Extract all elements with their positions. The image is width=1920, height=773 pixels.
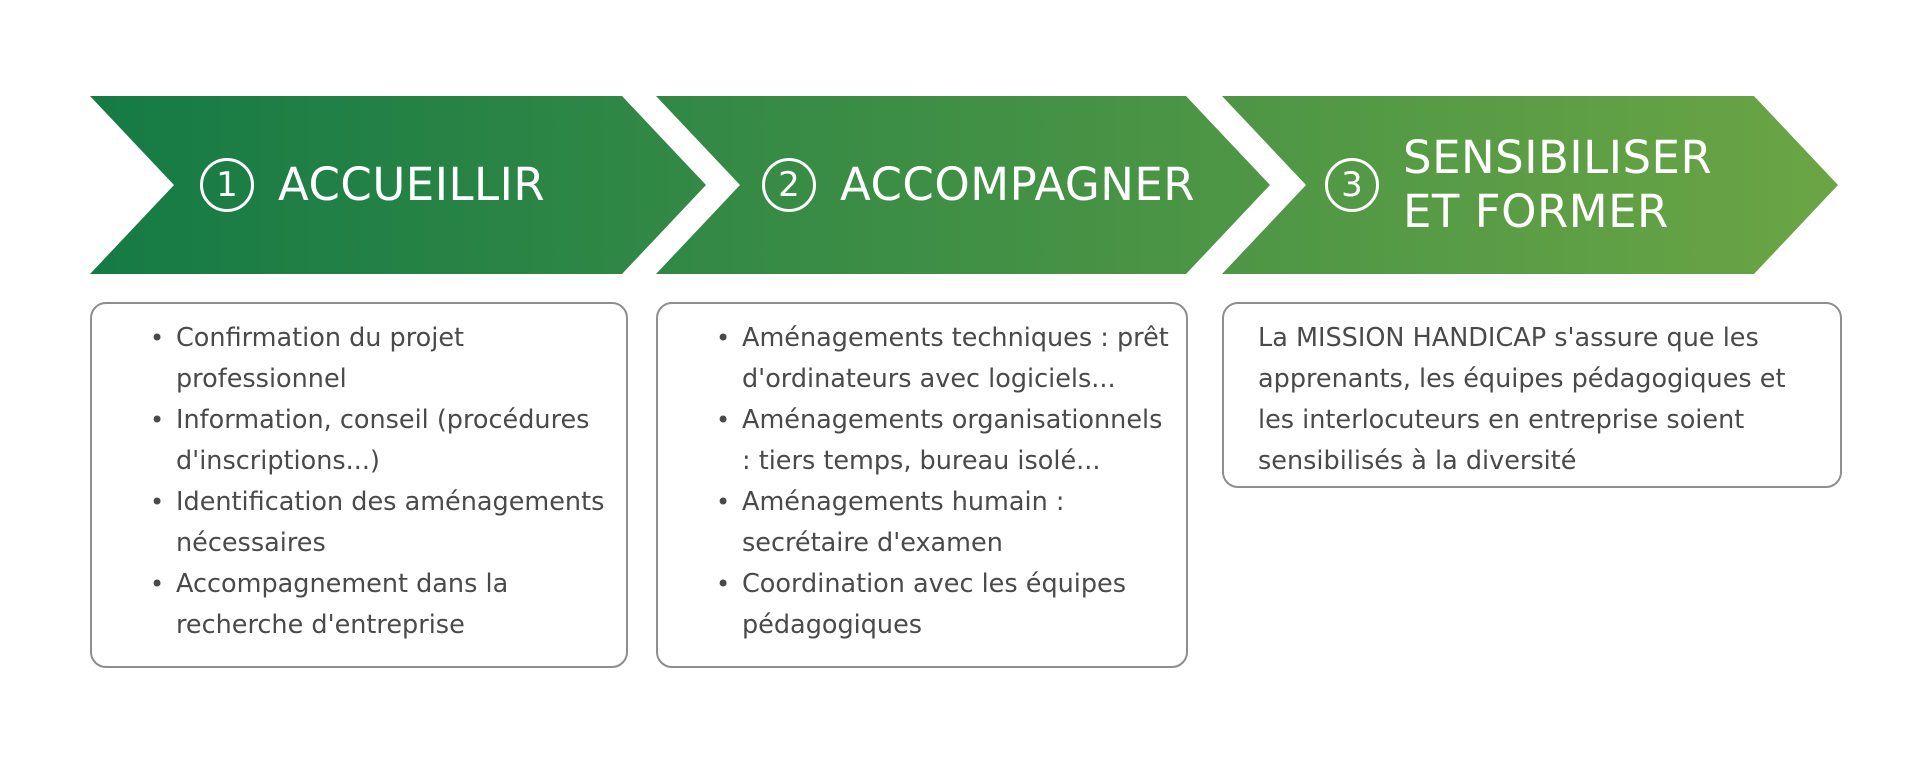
list-item: • Information, conseil (procédures d'inscriptions...) — [150, 400, 606, 482]
list-item: • Aménagements organisationnels : tiers temps, bureau isolé... — [716, 400, 1176, 482]
step-1-title: ACCUEILLIR — [278, 158, 546, 211]
step-1-number: 1 — [200, 158, 254, 212]
step-1-box — [90, 302, 628, 668]
step-3-number: 3 — [1325, 158, 1379, 212]
step-2-header — [762, 96, 1195, 274]
step-2-title: ACCOMPAGNER — [840, 158, 1196, 211]
step-3-title: SENSIBILISER ET FORMER — [1403, 131, 1713, 238]
step-2-box — [656, 302, 1188, 668]
step-1-header — [200, 96, 545, 274]
step-2-number: 2 — [762, 158, 816, 212]
list-item: • Accompagnement dans la recherche d'entreprise — [150, 564, 606, 646]
list-item: • Coordination avec les équipes pédagogiques — [716, 564, 1176, 646]
list-item: • Identification des aménagements nécessaires — [150, 482, 606, 564]
list-item: • Aménagements humain : secrétaire d'examen — [716, 482, 1176, 564]
step-3-box — [1222, 302, 1842, 488]
step-2-list — [716, 318, 1176, 646]
list-item: • Aménagements techniques : prêt d'ordinateurs avec logiciels... — [716, 318, 1176, 400]
list-item: • Confirmation du projet professionnel — [150, 318, 606, 400]
step-3-header — [1325, 96, 1783, 274]
step-1-list — [150, 318, 606, 646]
step-3-description: La MISSION HANDICAP s'assure que les apprenants, les équipes pédagogiques et les interlocuteurs en entreprise soient sensibilisés à la diversité — [1258, 323, 1786, 476]
